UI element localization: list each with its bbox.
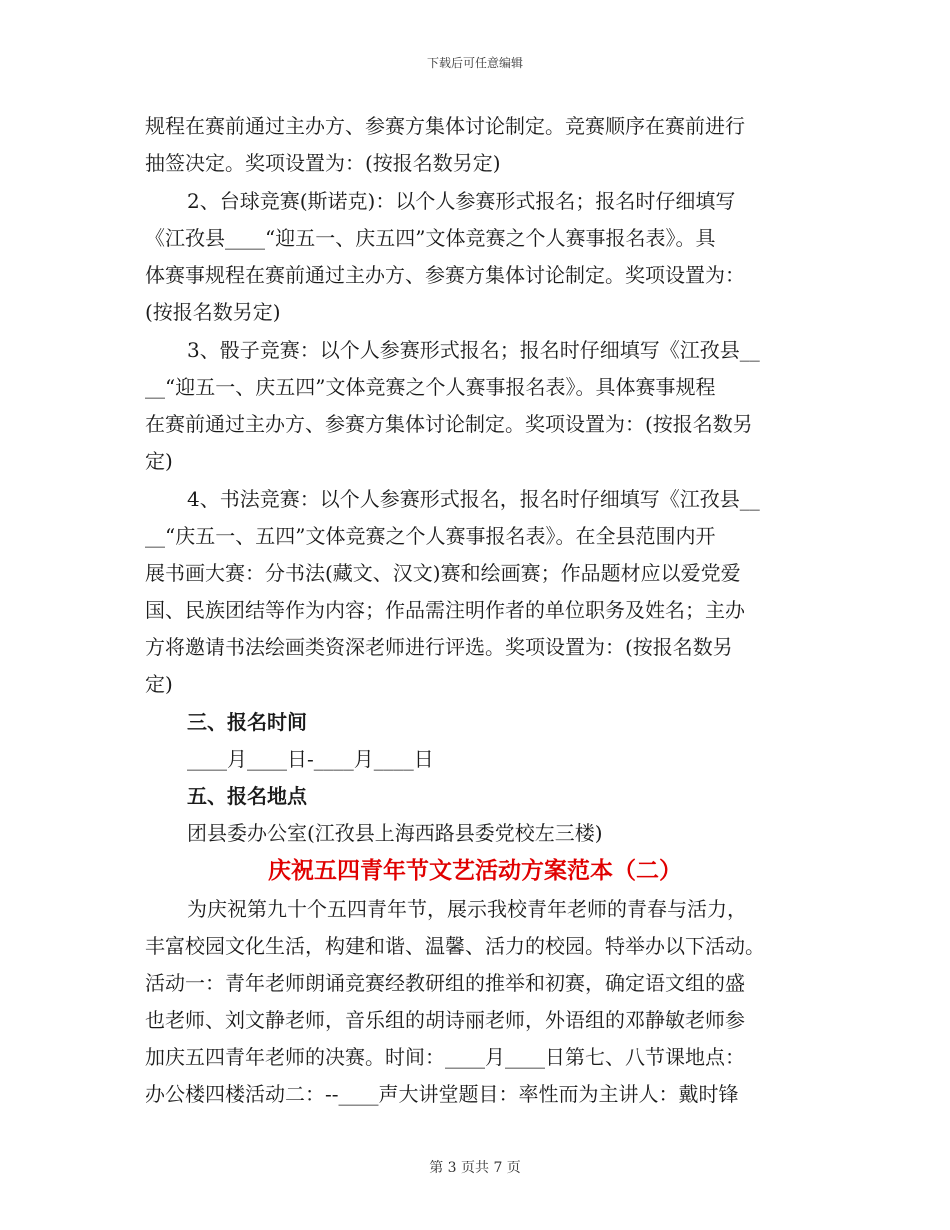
item-heading-dice: 3、骰子竞赛：以个人参赛形式报名；报名时仔细填写《江孜县__ <box>187 338 760 362</box>
item-heading-billiards: 2、台球竞赛(斯诺克)：以个人参赛形式报名；报名时仔细填写 <box>187 189 736 213</box>
section-title: 庆祝五四青年节文艺活动方案范本（二） <box>268 857 682 884</box>
body-line: 活动一：青年老师朗诵竞赛经教研组的推举和初赛，确定语文组的盛 <box>145 971 745 995</box>
body-line: 国、民族团结等作为内容；作品需注明作者的单位职务及姓名；主办 <box>145 598 745 622</box>
page-footer: 第 3 页共 7 页 <box>429 1160 521 1176</box>
body-line: 加庆五四青年老师的决赛。时间：____月____日第七、八节课地点： <box>145 1045 745 1069</box>
body-line: (按报名数另定) <box>145 300 281 324</box>
registration-place: 团县委办公室(江孜县上海西路县委党校左三楼) <box>187 821 603 845</box>
body-line: 办公楼四楼活动二：--____声大讲堂题目：率性而为主讲人：戴时锋 <box>145 1082 739 1106</box>
section-heading-registration-time: 三、报名时间 <box>187 710 307 734</box>
body-line: 体赛事规程在赛前通过主办方、参赛方集体讨论制定。奖项设置为： <box>145 263 745 287</box>
body-line: 也老师、刘文静老师，音乐组的胡诗丽老师，外语组的邓静敏老师参 <box>145 1008 745 1032</box>
body-line: 方将邀请书法绘画类资深老师进行评选。奖项设置为：(按报名数另 <box>145 635 733 659</box>
body-line: 《江孜县____“迎五一、庆五四”文体竞赛之个人赛事报名表》。具 <box>145 226 716 250</box>
body-line: 规程在赛前通过主办方、参赛方集体讨论制定。竞赛顺序在赛前进行 <box>145 114 745 138</box>
body-line: 丰富校园文化生活，构建和谐、温馨、活力的校园。特举办以下活动。 <box>145 934 765 958</box>
body-line: 抽签决定。奖项设置为：(按报名数另定) <box>145 151 501 175</box>
body-line: 在赛前通过主办方、参赛方集体讨论制定。奖项设置为：(按报名数另 <box>145 412 753 436</box>
body-line: 定) <box>145 672 173 696</box>
section-heading-registration-place: 五、报名地点 <box>187 784 307 808</box>
page-header: 下载后可任意编辑 <box>426 56 523 70</box>
item-heading-calligraphy: 4、书法竞赛：以个人参赛形式报名，报名时仔细填写《江孜县__ <box>187 487 760 511</box>
registration-time-blank: ____月____日-____月____日 <box>187 747 434 771</box>
body-line: __“庆五一、五四”文体竞赛之个人赛事报名表》。在全县范围内开 <box>145 524 716 548</box>
body-line: __“迎五一、庆五四”文体竞赛之个人赛事报名表》。具体赛事规程 <box>145 375 716 399</box>
body-line: 定) <box>145 449 173 473</box>
body-line: 为庆祝第九十个五四青年节，展示我校青年老师的青春与活力， <box>187 897 747 921</box>
body-line: 展书画大赛：分书法(藏文、汉文)赛和绘画赛；作品题材应以爱党爱 <box>145 561 741 585</box>
